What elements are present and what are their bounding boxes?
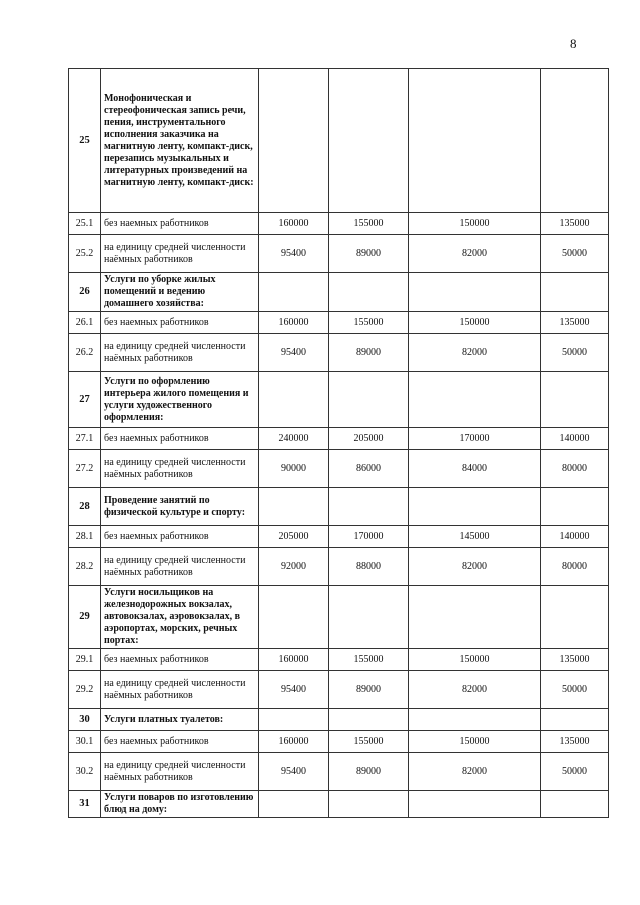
- value-col-4: 135000: [541, 213, 609, 235]
- service-name: без наемных работников: [101, 428, 259, 450]
- table-row: [69, 428, 609, 450]
- value-col-2: 170000: [329, 526, 409, 548]
- value-col-2: 155000: [329, 731, 409, 753]
- table-row: [69, 235, 609, 273]
- section-row: [69, 69, 609, 213]
- value-col-3: 150000: [409, 312, 541, 334]
- value-col-2: [329, 709, 409, 731]
- row-number: 26.2: [69, 334, 101, 372]
- row-number: 31: [69, 791, 101, 818]
- value-col-1: 160000: [259, 649, 329, 671]
- table-row: [69, 753, 609, 791]
- service-name: на единицу средней численности наёмных работников: [101, 334, 259, 372]
- value-col-4: 135000: [541, 312, 609, 334]
- service-name: Услуги носильщиков на железнодорожных вокзалах, автовокзалах, аэровокзалах, в аэропортах, морских, речных портах:: [101, 586, 259, 649]
- value-col-1: [259, 791, 329, 818]
- value-col-4: [541, 709, 609, 731]
- value-col-4: 140000: [541, 428, 609, 450]
- value-col-3: [409, 709, 541, 731]
- value-col-2: [329, 273, 409, 312]
- value-col-4: [541, 791, 609, 818]
- value-col-3: 82000: [409, 548, 541, 586]
- row-number: 25.1: [69, 213, 101, 235]
- value-col-3: [409, 372, 541, 428]
- value-col-1: [259, 709, 329, 731]
- value-col-4: 50000: [541, 753, 609, 791]
- table-row: [69, 334, 609, 372]
- value-col-1: 95400: [259, 334, 329, 372]
- value-col-3: [409, 586, 541, 649]
- value-col-1: [259, 586, 329, 649]
- value-col-1: 240000: [259, 428, 329, 450]
- table-row: [69, 526, 609, 548]
- service-name: без наемных работников: [101, 213, 259, 235]
- row-number: 28.1: [69, 526, 101, 548]
- value-col-1: 160000: [259, 312, 329, 334]
- value-col-3: 170000: [409, 428, 541, 450]
- table-row: [69, 450, 609, 488]
- value-col-1: 95400: [259, 671, 329, 709]
- value-col-1: 95400: [259, 753, 329, 791]
- value-col-3: [409, 488, 541, 526]
- value-col-2: [329, 372, 409, 428]
- value-col-1: [259, 372, 329, 428]
- section-row: [69, 372, 609, 428]
- service-name: Услуги по уборке жилых помещений и ведению домашнего хозяйства:: [101, 273, 259, 312]
- value-col-3: 82000: [409, 235, 541, 273]
- table-row: [69, 731, 609, 753]
- page-number: 8: [570, 36, 577, 51]
- value-col-3: 145000: [409, 526, 541, 548]
- value-col-3: 150000: [409, 213, 541, 235]
- value-col-4: 140000: [541, 526, 609, 548]
- row-number: 27.2: [69, 450, 101, 488]
- value-col-1: [259, 69, 329, 213]
- row-number: 29: [69, 586, 101, 649]
- row-number: 30.1: [69, 731, 101, 753]
- value-col-2: [329, 586, 409, 649]
- row-number: 28: [69, 488, 101, 526]
- service-name: на единицу средней численности наёмных работников: [101, 450, 259, 488]
- row-number: 25: [69, 69, 101, 213]
- section-row: [69, 791, 609, 818]
- value-col-2: 89000: [329, 671, 409, 709]
- value-col-1: 90000: [259, 450, 329, 488]
- value-col-3: [409, 69, 541, 213]
- table-row: [69, 548, 609, 586]
- value-col-4: 80000: [541, 548, 609, 586]
- value-col-4: [541, 69, 609, 213]
- value-col-3: [409, 273, 541, 312]
- row-number: 30: [69, 709, 101, 731]
- value-col-4: [541, 372, 609, 428]
- table-row: [69, 312, 609, 334]
- section-row: [69, 273, 609, 312]
- table-row: [69, 213, 609, 235]
- value-col-2: 155000: [329, 649, 409, 671]
- table-row: [69, 671, 609, 709]
- value-col-2: 89000: [329, 753, 409, 791]
- value-col-2: 86000: [329, 450, 409, 488]
- value-col-4: 135000: [541, 731, 609, 753]
- row-number: 27: [69, 372, 101, 428]
- value-col-4: 50000: [541, 671, 609, 709]
- value-col-4: 135000: [541, 649, 609, 671]
- row-number: 27.1: [69, 428, 101, 450]
- value-col-3: 84000: [409, 450, 541, 488]
- service-name: на единицу средней численности наёмных работников: [101, 548, 259, 586]
- row-number: 30.2: [69, 753, 101, 791]
- value-col-4: [541, 273, 609, 312]
- value-col-1: [259, 488, 329, 526]
- value-col-4: 80000: [541, 450, 609, 488]
- service-name: Услуги поваров по изготовлению блюд на дому:: [101, 791, 259, 818]
- value-col-4: [541, 586, 609, 649]
- value-col-4: 50000: [541, 334, 609, 372]
- row-number: 28.2: [69, 548, 101, 586]
- section-row: [69, 709, 609, 731]
- value-col-3: [409, 791, 541, 818]
- value-col-1: 95400: [259, 235, 329, 273]
- value-col-1: [259, 273, 329, 312]
- value-col-1: 160000: [259, 213, 329, 235]
- tariff-table: [68, 68, 609, 818]
- section-row: [69, 488, 609, 526]
- service-name: на единицу средней численности наёмных работников: [101, 671, 259, 709]
- service-name: на единицу средней численности наёмных работников: [101, 753, 259, 791]
- value-col-3: 82000: [409, 753, 541, 791]
- value-col-2: 155000: [329, 312, 409, 334]
- service-name: Услуги по оформлению интерьера жилого помещения и услуги художественного оформления:: [101, 372, 259, 428]
- row-number: 26.1: [69, 312, 101, 334]
- row-number: 29.2: [69, 671, 101, 709]
- service-name: Монофоническая и стереофоническая запись речи, пения, инструментального исполнения заказчика на магнитную ленту, компакт-диск, перезапись музыкальных и литературных произведений на магнитную ленту, компакт-диск:: [101, 69, 259, 213]
- value-col-3: 82000: [409, 671, 541, 709]
- value-col-2: 155000: [329, 213, 409, 235]
- service-name: без наемных работников: [101, 312, 259, 334]
- value-col-1: 160000: [259, 731, 329, 753]
- table-body: [69, 69, 609, 818]
- value-col-4: [541, 488, 609, 526]
- row-number: 25.2: [69, 235, 101, 273]
- table-row: [69, 649, 609, 671]
- value-col-3: 150000: [409, 731, 541, 753]
- row-number: 26: [69, 273, 101, 312]
- service-name: без наемных работников: [101, 649, 259, 671]
- service-name: без наемных работников: [101, 731, 259, 753]
- value-col-3: 150000: [409, 649, 541, 671]
- value-col-2: 205000: [329, 428, 409, 450]
- section-row: [69, 586, 609, 649]
- row-number: 29.1: [69, 649, 101, 671]
- value-col-2: [329, 488, 409, 526]
- service-name: Проведение занятий по физической культуре и спорту:: [101, 488, 259, 526]
- value-col-3: 82000: [409, 334, 541, 372]
- value-col-2: [329, 791, 409, 818]
- value-col-1: 205000: [259, 526, 329, 548]
- value-col-2: [329, 69, 409, 213]
- value-col-4: 50000: [541, 235, 609, 273]
- service-name: без наемных работников: [101, 526, 259, 548]
- value-col-2: 89000: [329, 334, 409, 372]
- value-col-2: 88000: [329, 548, 409, 586]
- service-name: на единицу средней численности наёмных работников: [101, 235, 259, 273]
- value-col-2: 89000: [329, 235, 409, 273]
- service-name: Услуги платных туалетов:: [101, 709, 259, 731]
- value-col-1: 92000: [259, 548, 329, 586]
